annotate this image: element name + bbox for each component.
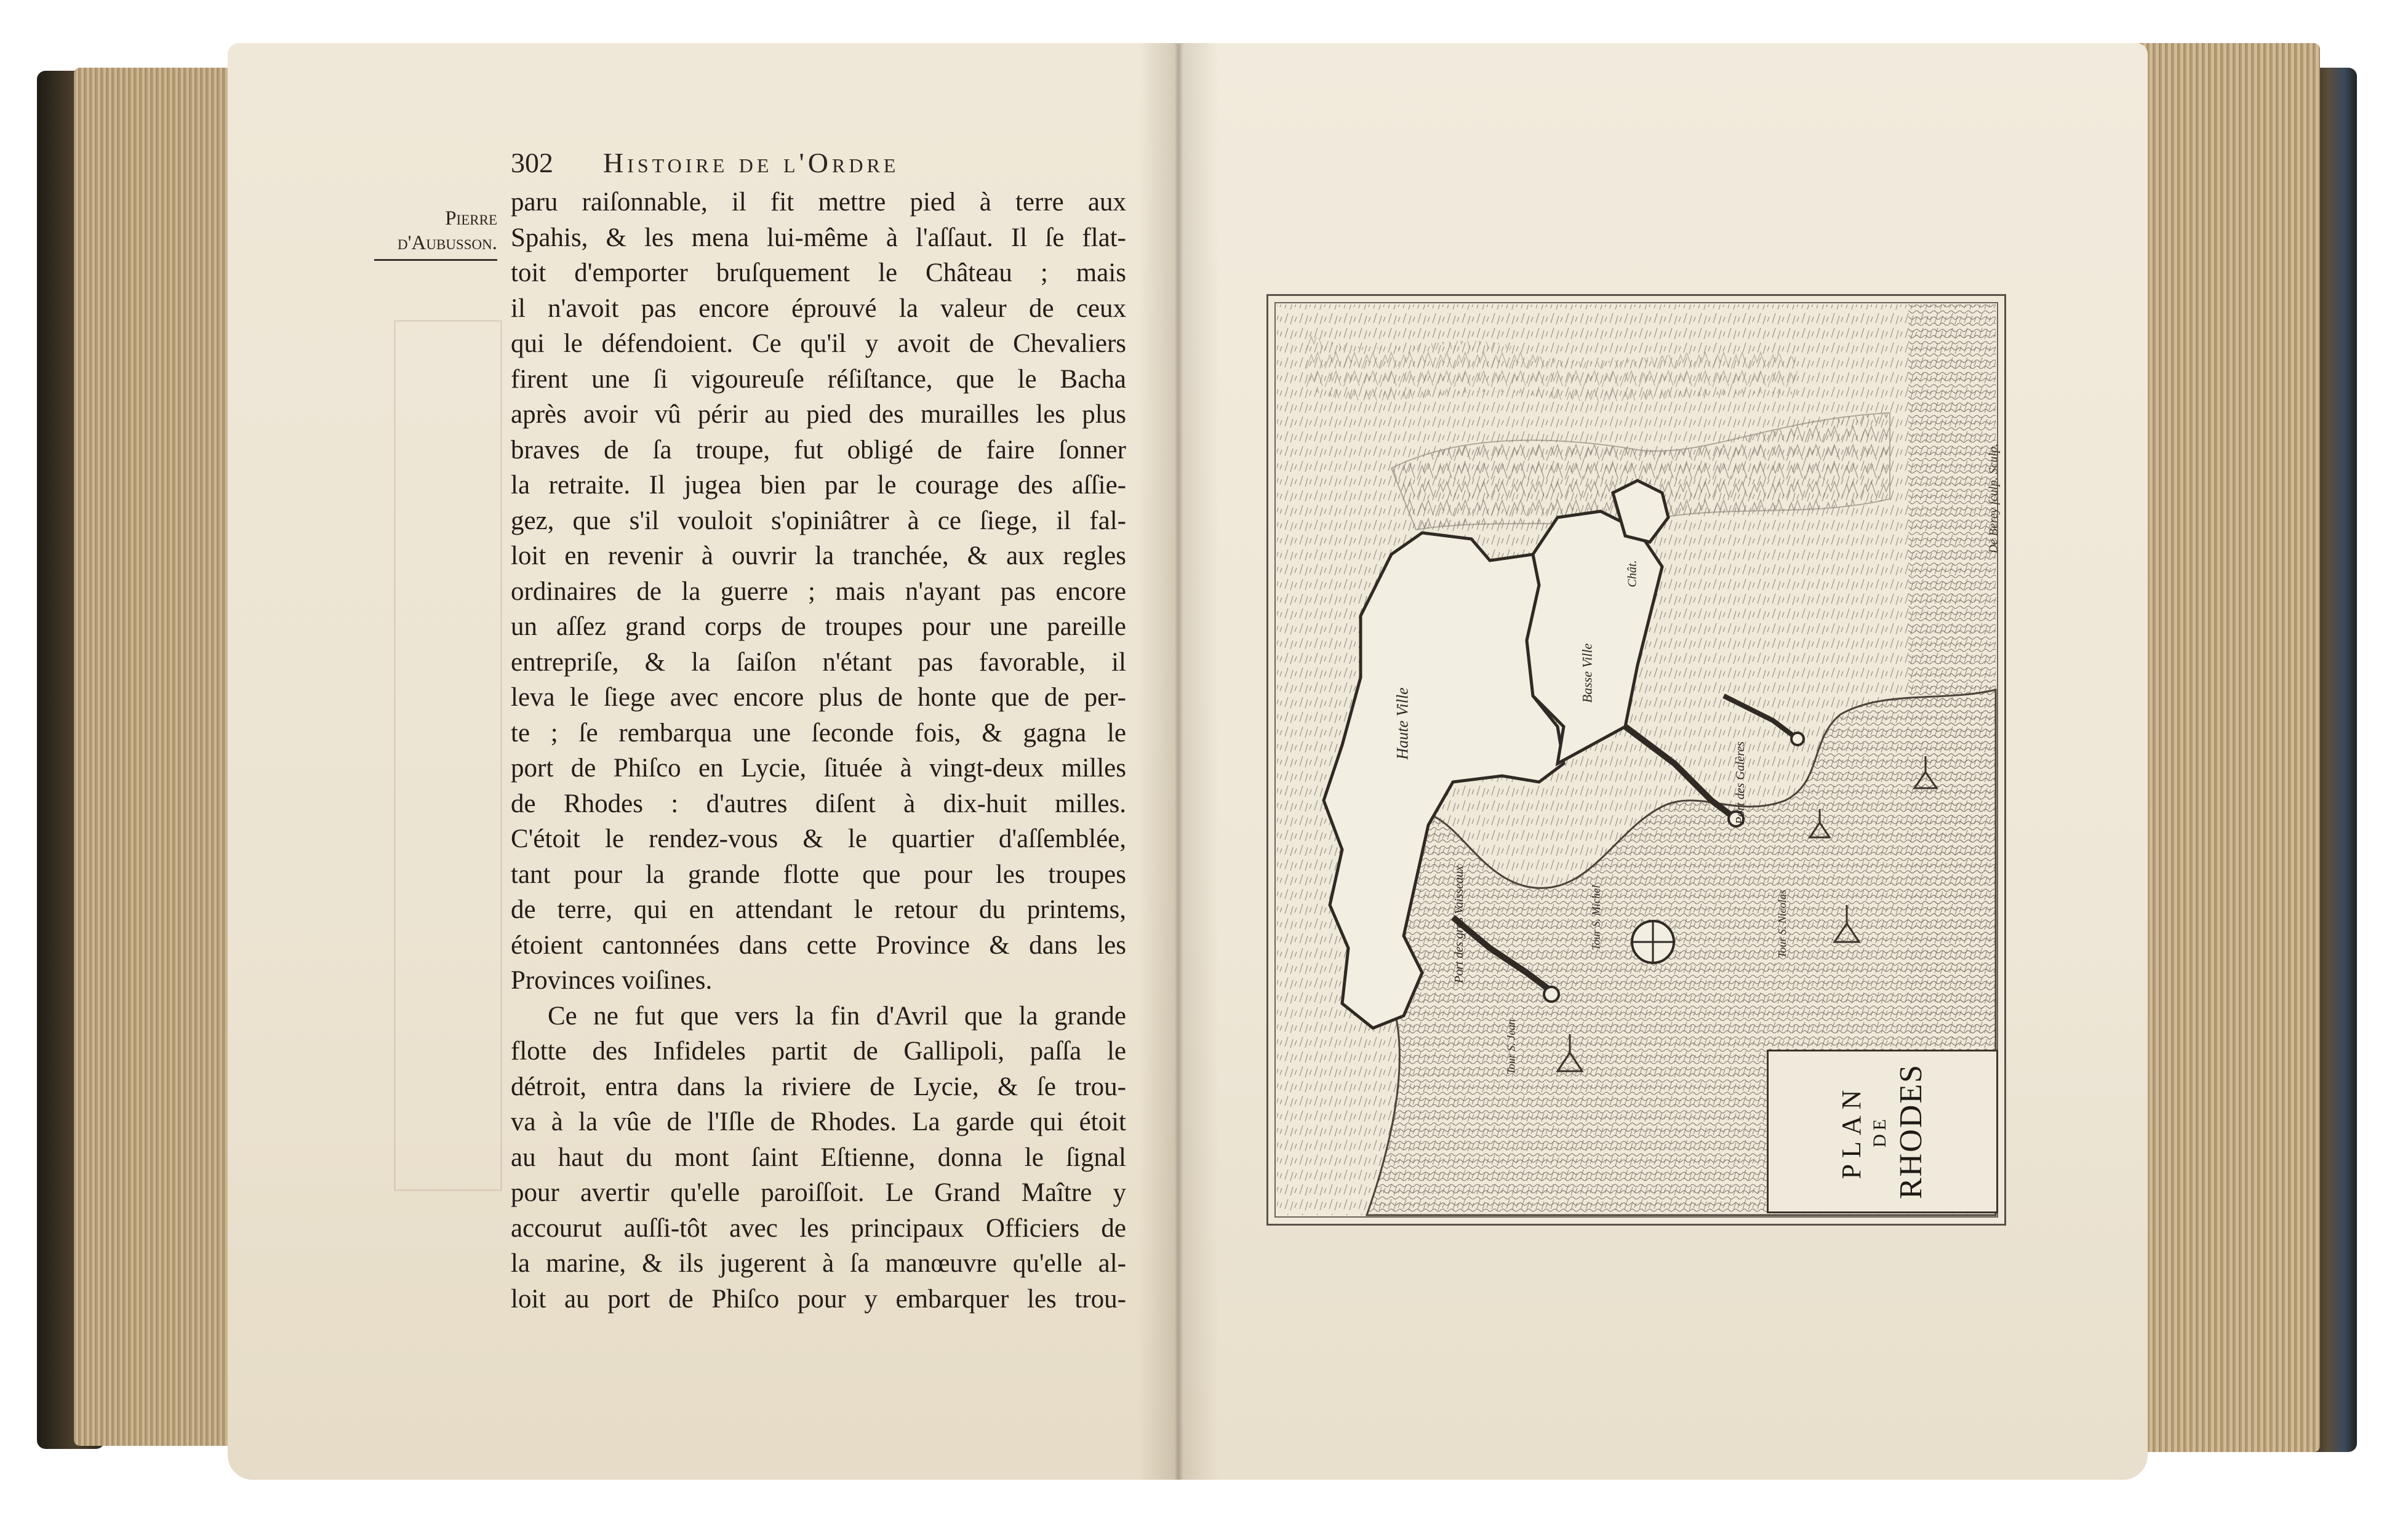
margin-note-line: d'Aubusson. bbox=[397, 232, 497, 254]
label-port-vaisseaux: Port des gros Vaisseaux bbox=[1452, 866, 1466, 983]
text-line: loit en revenir à ouvrir la tranchée, & aux regles bbox=[511, 541, 1126, 570]
engraver-credit: De Berey ſculp. Sculp. bbox=[1987, 444, 2001, 554]
map-title-line-2: DE bbox=[1870, 1115, 1890, 1147]
body-text bbox=[511, 185, 1126, 1314]
text-line: un aſſez grand corps de troupes pour une pareille bbox=[511, 612, 1126, 641]
text-line: de terre, qui en attendant le retour du printems, bbox=[511, 895, 1126, 924]
label-chateau: Chât. bbox=[1625, 560, 1639, 588]
text-line: détroit, entra dans la riviere de Lycie, & ſe trou- bbox=[511, 1072, 1126, 1101]
text-line: Ce ne fut que vers la fin d'Avril que la grande bbox=[548, 1001, 1126, 1031]
page-number: 302 bbox=[511, 147, 553, 178]
text-line: la marine, & ils jugerent à ſa manœuvre qu'elle al- bbox=[511, 1249, 1126, 1278]
text-line: la retraite. Il jugea bien par le courage des aſſie- bbox=[511, 471, 1126, 500]
book-gutter bbox=[1138, 43, 1218, 1480]
tower-st-jean bbox=[1544, 987, 1559, 1002]
running-head bbox=[511, 146, 1015, 190]
map-title-cartouche bbox=[1767, 1050, 1998, 1213]
left-page-edges bbox=[74, 68, 243, 1446]
text-line: loit au port de Phiſco pour y embarquer les trou- bbox=[511, 1284, 1126, 1314]
label-basse-ville: Basse Ville bbox=[1579, 643, 1595, 703]
text-line: leva le ſiege avec encore plus de honte que de per- bbox=[511, 683, 1126, 712]
margin-note bbox=[374, 206, 497, 261]
map-plate bbox=[1266, 294, 2006, 1226]
text-line: ordinaires de la guerre ; mais n'ayant pas encore bbox=[511, 577, 1126, 606]
margin-note-line: Pierre bbox=[445, 207, 497, 229]
text-line: port de Phiſco en Lycie, ſituée à vingt-deux milles bbox=[511, 754, 1126, 783]
text-line: Provinces voiſines. bbox=[511, 966, 713, 995]
text-line: il n'avoit pas encore éprouvé la valeur de ceux bbox=[511, 293, 1126, 323]
text-line: tant pour la grande flotte que pour les troupes bbox=[511, 860, 1126, 889]
compass-rose bbox=[1632, 921, 1674, 963]
map-title bbox=[1836, 1058, 1929, 1205]
label-port-galeres: Port des Galères bbox=[1733, 741, 1747, 824]
text-line: firent une ſi vigoureuſe réſiſtance, que le Bacha bbox=[511, 364, 1126, 394]
label-tour-st-nicolas: Tour S. Nicolas bbox=[1775, 890, 1788, 958]
text-line: paru raiſonnable, il fit mettre pied à terre aux bbox=[511, 188, 1126, 217]
label-tour-st-jean: Tour S. Jean bbox=[1505, 1019, 1518, 1075]
text-line: C'étoit le rendez-vous & le quartier d'aſſemblée, bbox=[511, 824, 1126, 853]
text-line: qui le défendoient. Ce qu'il y avoit de Chevaliers bbox=[511, 329, 1126, 358]
map-title-line-3: RHODES bbox=[1894, 1063, 1929, 1200]
text-line: te ; ſe rembarqua une ſeconde fois, & gagna le bbox=[511, 718, 1126, 748]
text-line: braves de ſa troupe, fut obligé de faire ſonner bbox=[511, 435, 1126, 465]
text-line: accourut auſſi-tôt avec les principaux Officiers de bbox=[511, 1213, 1126, 1243]
tower-east bbox=[1791, 733, 1804, 745]
text-line: va à la vûe de l'Iſle de Rhodes. La garde qui étoit bbox=[511, 1107, 1126, 1136]
show-through-shadow bbox=[394, 320, 502, 1191]
margin-note-rule bbox=[374, 259, 497, 261]
text-line: entrepriſe, & la ſaiſon n'étant pas favorable, il bbox=[511, 647, 1126, 677]
text-line: gez, que s'il vouloit s'opiniâtrer à ce ſiege, il fal- bbox=[511, 506, 1126, 535]
text-line: étoient cantonnées dans cette Province & dans les bbox=[511, 930, 1126, 960]
label-haute-ville: Haute Ville bbox=[1393, 687, 1412, 760]
text-line: après avoir vû périr au pied des murailles les plus bbox=[511, 400, 1126, 429]
running-head-title: Histoire de l'Ordre bbox=[603, 147, 900, 178]
text-line: pour avertir qu'elle paroiſſoit. Le Grand Maître y bbox=[511, 1178, 1126, 1207]
label-tour-st-michel: Tour S. Michel bbox=[1590, 885, 1602, 951]
text-line: toit d'emporter bruſquement le Château ; mais bbox=[511, 258, 1126, 287]
text-line: au haut du mont ſaint Eſtienne, donna le ſignal bbox=[511, 1143, 1126, 1172]
right-page-edges bbox=[2135, 43, 2320, 1452]
text-line: de Rhodes : d'autres diſent à dix-huit milles. bbox=[511, 789, 1126, 818]
text-line: Spahis, & les mena lui-même à l'aſſaut. Il ſe flat- bbox=[511, 223, 1126, 252]
text-line: flotte des Infideles partit de Gallipoli, paſſa le bbox=[511, 1037, 1126, 1066]
map-title-line-1: PLAN bbox=[1836, 1083, 1866, 1179]
